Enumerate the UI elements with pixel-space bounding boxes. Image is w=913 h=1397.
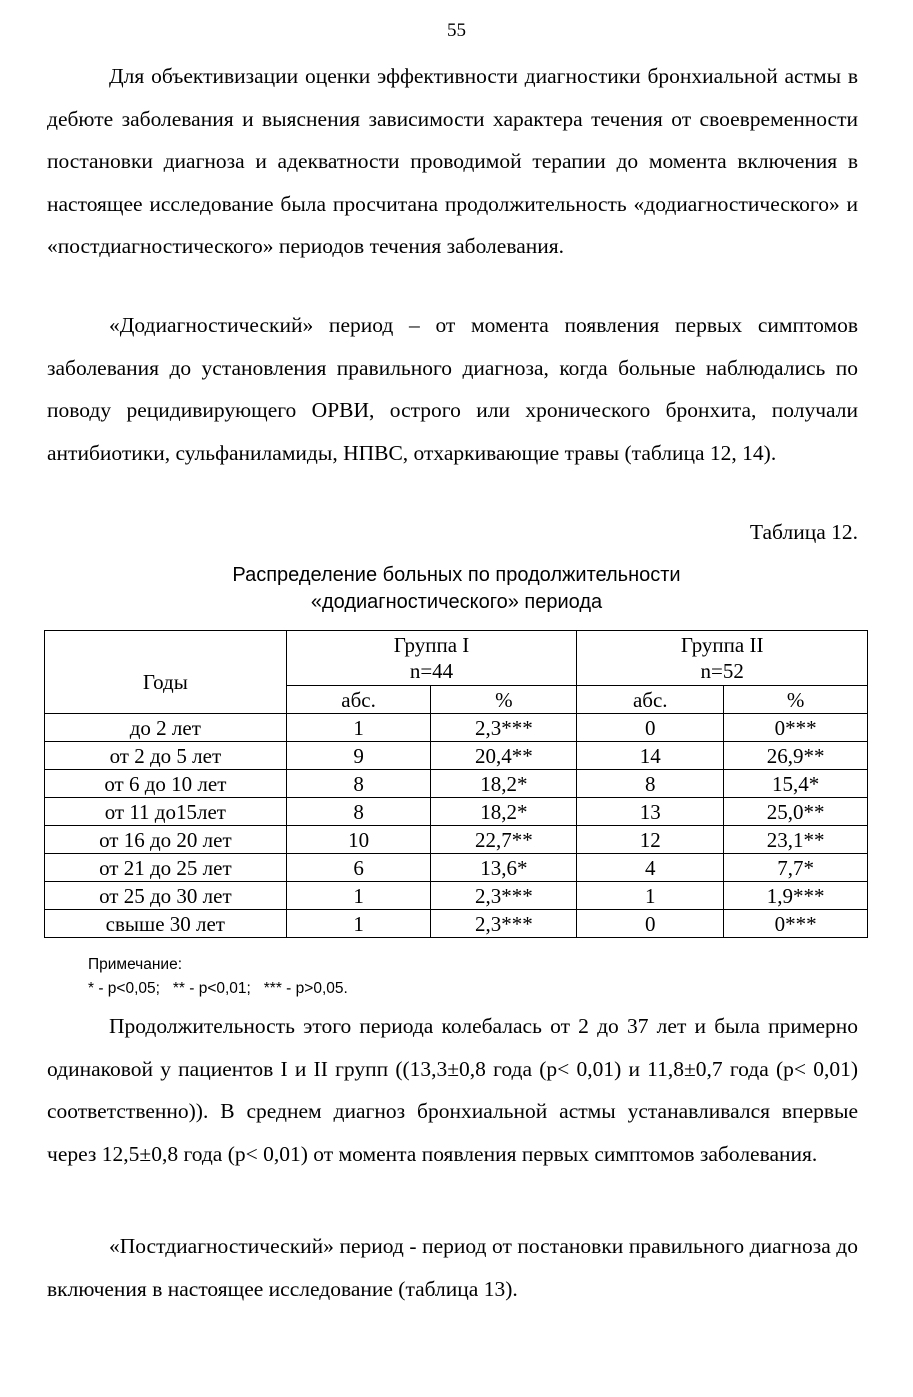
paragraph-intro: Для объективизации оценки эффективности диагностики бронхиальной астмы в дебюте заболевания и выяснения зависимости характера течения от своевременности постановки диагноза и адекватности проводимой терапии до момента включения в настоящее исследование была просчитана продолжительность «додиагностического» и «постдиагностического» периодов течения заболевания. <box>47 64 858 259</box>
cell-g2-abs: 14 <box>577 742 724 770</box>
page-number: 55 <box>447 20 466 41</box>
cell-g1-pct: 20,4** <box>431 742 577 770</box>
table-label: Таблица 12. <box>749 520 858 544</box>
cell-g1-abs: 6 <box>286 854 431 882</box>
cell-g1-pct: 18,2* <box>431 770 577 798</box>
group2-name: Группа II <box>680 633 764 657</box>
group1-name: Группа I <box>393 633 470 657</box>
group2-n: n=52 <box>700 659 744 683</box>
table-row <box>45 714 868 742</box>
table-row <box>45 798 868 826</box>
table-row <box>45 770 868 798</box>
cell-years: от 25 до 30 лет <box>45 882 287 910</box>
table-row <box>45 910 868 938</box>
cell-g1-abs: 9 <box>286 742 431 770</box>
cell-g2-pct: 25,0** <box>724 798 868 826</box>
table-row <box>45 854 868 882</box>
cell-g1-pct: 2,3*** <box>431 910 577 938</box>
cell-g2-pct: 0*** <box>724 714 868 742</box>
cell-g1-abs: 1 <box>286 910 431 938</box>
cell-g2-abs: 13 <box>577 798 724 826</box>
cell-years: от 11 до15лет <box>45 798 287 826</box>
cell-g1-abs: 8 <box>286 770 431 798</box>
cell-g2-pct: 26,9** <box>724 742 868 770</box>
cell-g2-abs: 1 <box>577 882 724 910</box>
header-g1-abs: абс. <box>286 686 431 714</box>
note-text: * - p<0,05; ** - p<0,01; *** - p>0,05. <box>88 980 348 997</box>
cell-g1-abs: 1 <box>286 714 431 742</box>
cell-g1-pct: 2,3*** <box>431 714 577 742</box>
cell-g1-abs: 8 <box>286 798 431 826</box>
cell-g2-pct: 23,1** <box>724 826 868 854</box>
header-years: Годы <box>45 631 287 714</box>
cell-g1-pct: 13,6* <box>431 854 577 882</box>
cell-years: от 21 до 25 лет <box>45 854 287 882</box>
cell-years: от 2 до 5 лет <box>45 742 287 770</box>
cell-g2-abs: 4 <box>577 854 724 882</box>
header-group2 <box>577 631 868 686</box>
cell-g2-abs: 12 <box>577 826 724 854</box>
cell-g1-pct: 18,2* <box>431 798 577 826</box>
cell-years: от 6 до 10 лет <box>45 770 287 798</box>
header-g2-abs: абс. <box>577 686 724 714</box>
table-row <box>45 742 868 770</box>
cell-years: до 2 лет <box>45 714 287 742</box>
note-title: Примечание: <box>88 956 183 973</box>
cell-g2-pct: 0*** <box>724 910 868 938</box>
header-group1 <box>286 631 577 686</box>
cell-g2-abs: 0 <box>577 714 724 742</box>
distribution-table <box>44 630 868 938</box>
table-title-line2: «додиагностического» периода <box>310 591 603 613</box>
cell-g2-abs: 0 <box>577 910 724 938</box>
cell-years: от 16 до 20 лет <box>45 826 287 854</box>
paragraph-duration: Продолжительность этого периода колебалась от 2 до 37 лет и была примерно одинаковой у пациентов I и II групп ((13,3±0,8 года (p< 0,01) и 11,8±0,7 года (p< 0,01) соответственно)). В среднем диагноз бронхиальной астмы устанавливался впервые через 12,5±0,8 года (p< 0,01) от момента появления первых симптомов заболевания. <box>47 1014 858 1166</box>
cell-g1-abs: 1 <box>286 882 431 910</box>
table-title-line1: Распределение больных по продолжительности <box>232 564 681 586</box>
paragraph-post-diagnostic: «Постдиагностический» период - период от постановки правильного диагноза до включения в настоящее исследование (таблица 13). <box>47 1234 858 1301</box>
cell-g1-pct: 2,3*** <box>431 882 577 910</box>
table-row <box>45 882 868 910</box>
header-g2-pct: % <box>724 686 868 714</box>
cell-g1-pct: 22,7** <box>431 826 577 854</box>
cell-g2-abs: 8 <box>577 770 724 798</box>
group1-n: n=44 <box>409 659 454 683</box>
cell-g2-pct: 7,7* <box>724 854 868 882</box>
cell-g2-pct: 15,4* <box>724 770 868 798</box>
cell-years: свыше 30 лет <box>45 910 287 938</box>
cell-g2-pct: 1,9*** <box>724 882 868 910</box>
header-g1-pct: % <box>431 686 577 714</box>
cell-g1-abs: 10 <box>286 826 431 854</box>
table-title <box>0 562 913 616</box>
table-row <box>45 826 868 854</box>
table-note <box>88 953 348 1001</box>
paragraph-pre-diagnostic: «Додиагностический» период – от момента появления первых симптомов заболевания до установления правильного диагноза, когда больные наблюдались по поводу рецидивирующего ОРВИ, острого или хронического бронхита, получали антибиотики, сульфаниламиды, НПВС, отхаркивающие травы (таблица 12, 14). <box>47 313 858 465</box>
